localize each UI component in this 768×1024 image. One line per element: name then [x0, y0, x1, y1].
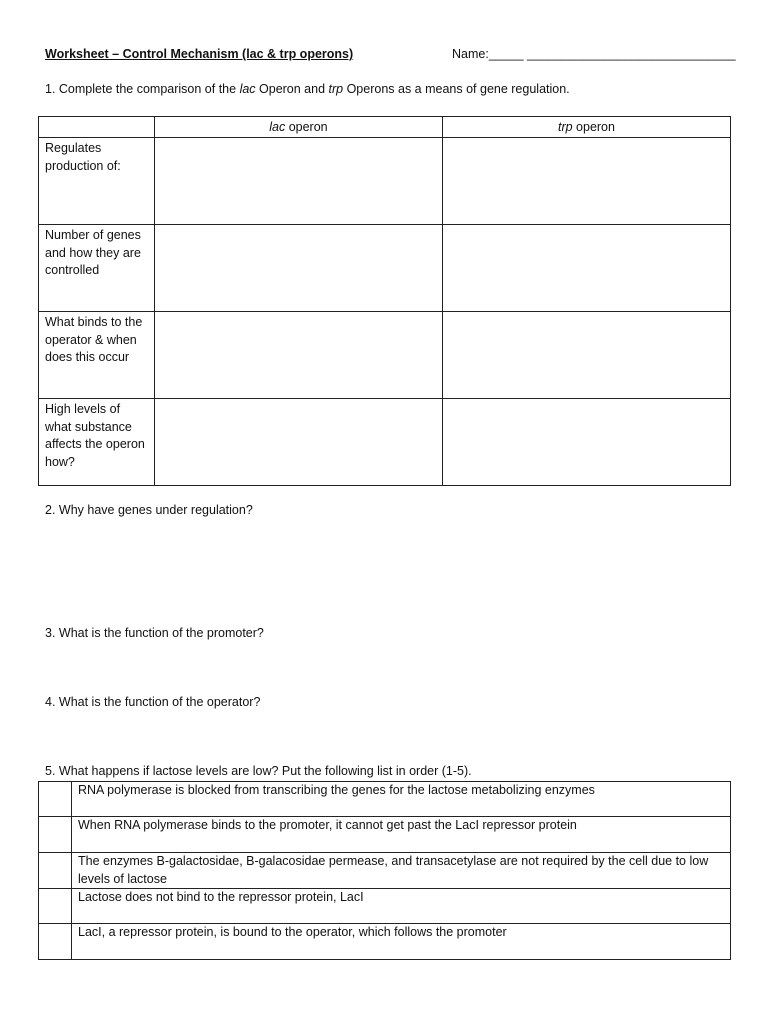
order-item: When RNA polymerase binds to the promoter, it cannot get past the LacI repressor protein — [72, 817, 731, 853]
q1-prefix: 1. Complete the comparison of the — [45, 82, 240, 96]
header-lac-operon — [154, 117, 442, 138]
lac-rest: operon — [285, 120, 328, 134]
question-5: 5. What happens if lactose levels are low? Put the following list in order (1-5). — [45, 764, 472, 778]
question-4: 4. What is the function of the operator? — [45, 695, 261, 709]
question-1 — [45, 82, 570, 96]
answer-cell-lac[interactable] — [154, 138, 442, 225]
order-number-cell[interactable] — [39, 817, 72, 853]
ordering-table — [38, 781, 731, 960]
trp-italic: trp — [557, 120, 573, 134]
answer-cell-trp[interactable] — [442, 225, 730, 312]
answer-cell-trp[interactable] — [442, 399, 730, 486]
header-trp-operon — [442, 117, 730, 138]
order-number-cell[interactable] — [39, 924, 72, 960]
q1-suffix: Operons as a means of gene regulation. — [343, 82, 570, 96]
question-3: 3. What is the function of the promoter? — [45, 626, 264, 640]
name-field-label: Name:_____ ______________________________ — [452, 47, 736, 61]
question-2: 2. Why have genes under regulation? — [45, 503, 253, 517]
answer-cell-trp[interactable] — [442, 138, 730, 225]
q1-trp: trp — [328, 82, 344, 96]
order-number-cell[interactable] — [39, 782, 72, 817]
header-blank-cell — [39, 117, 155, 138]
order-item: LacI, a repressor protein, is bound to the operator, which follows the promoter — [72, 924, 731, 960]
order-number-cell[interactable] — [39, 889, 72, 924]
answer-cell-lac[interactable] — [154, 312, 442, 399]
row-label-genes: Number of genes and how they are controlled — [39, 225, 155, 312]
order-item: RNA polymerase is blocked from transcribing the genes for the lactose metabolizing enzymes — [72, 782, 731, 817]
comparison-table — [38, 116, 731, 486]
lac-italic: lac — [269, 120, 286, 134]
row-label-regulates: Regulates production of: — [39, 138, 155, 225]
answer-cell-trp[interactable] — [442, 312, 730, 399]
answer-cell-lac[interactable] — [154, 399, 442, 486]
row-label-operator: What binds to the operator & when does this occur — [39, 312, 155, 399]
order-item: The enzymes B-galactosidae, B-galacosidae permease, and transacetylase are not required by the cell due to low levels of lactose — [72, 853, 731, 889]
row-label-substance: High levels of what substance affects the operon how? — [39, 399, 155, 486]
worksheet-title: Worksheet – Control Mechanism (lac & trp operons) — [45, 47, 354, 61]
order-item: Lactose does not bind to the repressor protein, LacI — [72, 889, 731, 924]
q1-lac: lac — [239, 82, 256, 96]
q1-mid: Operon and — [255, 82, 329, 96]
trp-rest: operon — [572, 120, 615, 134]
answer-cell-lac[interactable] — [154, 225, 442, 312]
order-number-cell[interactable] — [39, 853, 72, 889]
